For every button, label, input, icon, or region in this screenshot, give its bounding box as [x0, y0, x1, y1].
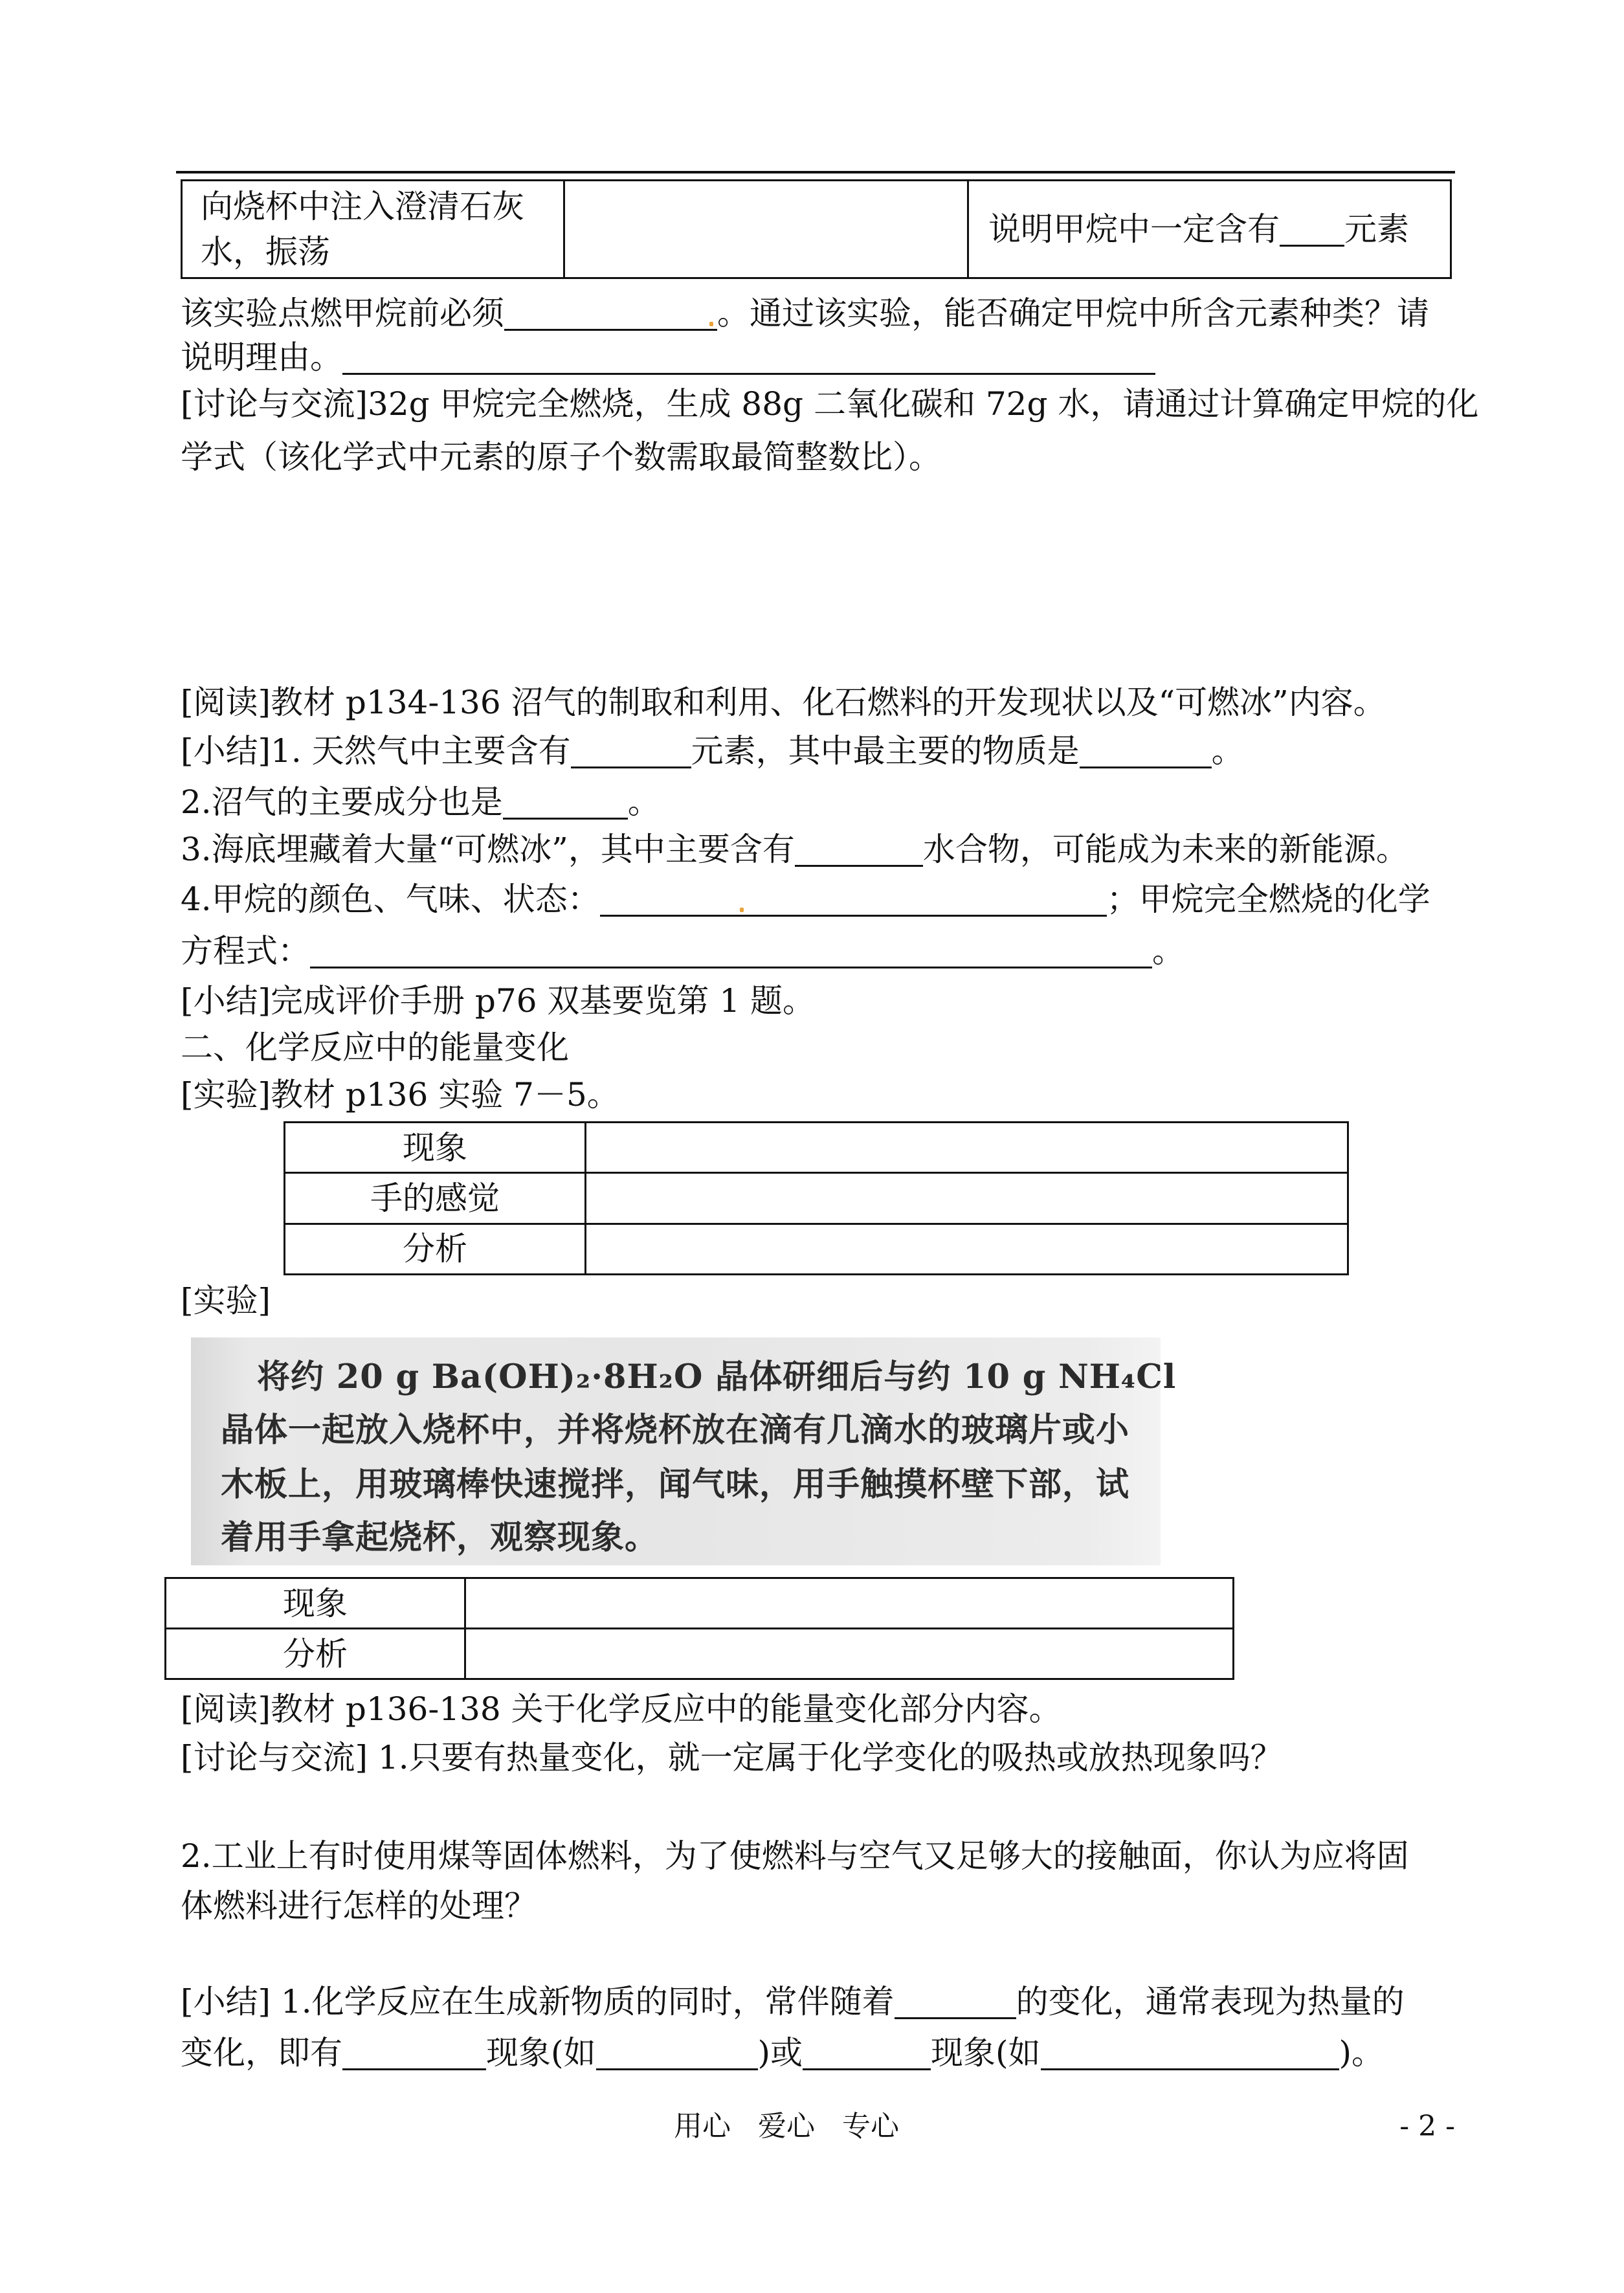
table-row [285, 1224, 1348, 1274]
summary-item-1-after: 。 [1211, 732, 1244, 770]
fill-blank [1080, 734, 1212, 768]
experiment-ba-heading: [实验] [181, 1282, 271, 1319]
equation-prompt: 方程式： [181, 932, 310, 970]
experiment-ba-table [164, 1577, 1234, 1680]
ignition-note-line1 [181, 294, 1429, 333]
procedure-line: 着用手拿起烧杯，观察现象。 [221, 1518, 659, 1557]
procedure-line: 将约 20 g Ba(OH)₂·8H₂O 晶体研细后与约 10 g NH₄Cl [257, 1358, 1177, 1396]
experiment-7-5-table [284, 1121, 1349, 1275]
section-title: 二、化学反应中的能量变化 [181, 1029, 569, 1066]
fill-blank [600, 882, 1107, 917]
discussion-formula-line2: 学式（该化学式中元素的原子个数需取最简整数比）。 [181, 438, 941, 476]
fill-blank [503, 785, 628, 820]
table-row [285, 1123, 1348, 1173]
summary-energy-line2 [181, 2033, 1384, 2072]
summary-item-2-after: 。 [627, 783, 660, 821]
procedure-line: 晶体一起放入烧杯中，并将烧杯放在滴有几滴水的玻璃片或小 [221, 1411, 1130, 1449]
operation-cell [182, 181, 564, 278]
fill-blank [571, 734, 691, 768]
row-label-phenomenon: 现象 [166, 1578, 465, 1629]
summary-energy-part3: )或 [757, 2034, 803, 2072]
summary-item-4-line2 [181, 932, 1185, 970]
fill-blank [342, 2036, 486, 2070]
summary-energy-part2: 现象(如 [486, 2034, 596, 2072]
phenomenon-cell-empty [564, 181, 968, 278]
answer-cell-empty [586, 1123, 1348, 1173]
fill-blank [895, 1985, 1016, 2019]
summary-item-1-middle: 元素，其中最主要的物质是 [691, 732, 1080, 770]
table-row [285, 1173, 1348, 1224]
discussion-question-1: [讨论与交流] 1.只要有热量变化，就一定属于化学变化的吸热或放热现象吗？ [181, 1739, 1283, 1776]
page-number: - 2 - [1399, 2110, 1455, 2143]
summary-energy-part4: 现象(如 [931, 2034, 1041, 2072]
orange-mark [709, 322, 713, 326]
discussion-question-2-line2: 体燃料进行怎样的处理？ [181, 1887, 537, 1925]
summary-energy-part5: )。 [1339, 2034, 1385, 2072]
procedure-scan-image [191, 1337, 1177, 1565]
conclusion-after: 元素 [1344, 210, 1409, 248]
fill-blank [803, 2036, 931, 2070]
experiment-7-5-heading: [实验]教材 p136 实验 7－5。 [181, 1076, 619, 1113]
answer-cell-empty [465, 1578, 1234, 1629]
fill-blank [795, 833, 923, 867]
equation-end: 。 [1152, 932, 1185, 970]
summary-energy-after: 的变化，通常表现为热量的 [1016, 1983, 1405, 2020]
summary-item-1-before: [小结]1. 天然气中主要含有 [181, 732, 571, 770]
table-row [182, 181, 1451, 278]
ignition-note-line2 [181, 338, 1155, 377]
answer-cell-empty [465, 1629, 1234, 1679]
summary-item-3-before: 3.海底埋藏着大量“可燃冰”，其中主要含有 [181, 831, 795, 868]
summary-item-2 [181, 783, 660, 822]
ignition-note-before: 该实验点燃甲烷前必须 [181, 295, 504, 332]
conclusion-cell [968, 181, 1451, 278]
reading-biogas: [阅读]教材 p134-136 沼气的制取和利用、化石燃料的开发现状以及“可燃冰”内容。 [181, 684, 1386, 721]
summary-item-1 [181, 732, 1244, 770]
operation-text-line2: 水，振荡 [201, 233, 330, 271]
row-label-hand-feeling: 手的感觉 [285, 1173, 586, 1224]
table-row [166, 1629, 1234, 1679]
reason-prompt: 说明理由。 [181, 339, 342, 376]
table-row [166, 1578, 1234, 1629]
summary-energy-part1: 变化，即有 [181, 2034, 342, 2072]
discussion-formula-line1: [讨论与交流]32g 甲烷完全燃烧，生成 88g 二氧化碳和 72g 水，请通过计算确定甲烷的化 [181, 385, 1479, 423]
row-label-phenomenon: 现象 [285, 1123, 586, 1173]
summary-workbook: [小结]完成评价手册 p76 双基要览第 1 题。 [181, 982, 816, 1020]
summary-item-2-before: 2.沼气的主要成分也是 [181, 783, 503, 821]
orange-mark [740, 908, 744, 912]
summary-energy-before: [小结] 1.化学反应在生成新物质的同时，常伴随着 [181, 1983, 895, 2020]
fill-blank [504, 296, 717, 331]
fill-blank [1280, 212, 1344, 247]
summary-item-4 [181, 880, 1430, 919]
reading-energy: [阅读]教材 p136-138 关于化学反应中的能量变化部分内容。 [181, 1690, 1062, 1728]
operation-text-line1: 向烧杯中注入澄清石灰 [201, 188, 524, 225]
fill-blank [1041, 2036, 1339, 2070]
summary-item-4-after: ；甲烷完全燃烧的化学 [1106, 880, 1430, 918]
conclusion-text [969, 210, 1450, 249]
procedure-line: 木板上，用玻璃棒快速搅拌，闻气味，用手触摸杯壁下部，试 [221, 1465, 1130, 1504]
fill-blank [310, 934, 1152, 968]
discussion-question-2-line1: 2.工业上有时使用煤等固体燃料，为了使燃料与空气又足够大的接触面，你认为应将固 [181, 1837, 1409, 1875]
answer-cell-empty [586, 1173, 1348, 1224]
row-label-analysis: 分析 [166, 1629, 465, 1679]
row-label-analysis: 分析 [285, 1224, 586, 1274]
summary-energy-line1 [181, 1982, 1405, 2021]
header-rule [176, 171, 1455, 173]
methane-test-table [181, 179, 1452, 279]
answer-cell-empty [586, 1224, 1348, 1274]
summary-item-3-after: 水合物，可能成为未来的新能源。 [922, 831, 1408, 868]
conclusion-before: 说明甲烷中一定含有 [988, 210, 1280, 248]
fill-blank [596, 2036, 758, 2070]
fill-blank [342, 341, 1155, 375]
summary-item-4-before: 4.甲烷的颜色、气味、状态： [181, 880, 600, 918]
ignition-note-after: 。通过该实验，能否确定甲烷中所含元素种类？请 [717, 295, 1429, 332]
summary-item-3 [181, 830, 1408, 869]
footer-motto: 用心 爱心 专心 [674, 2110, 899, 2143]
